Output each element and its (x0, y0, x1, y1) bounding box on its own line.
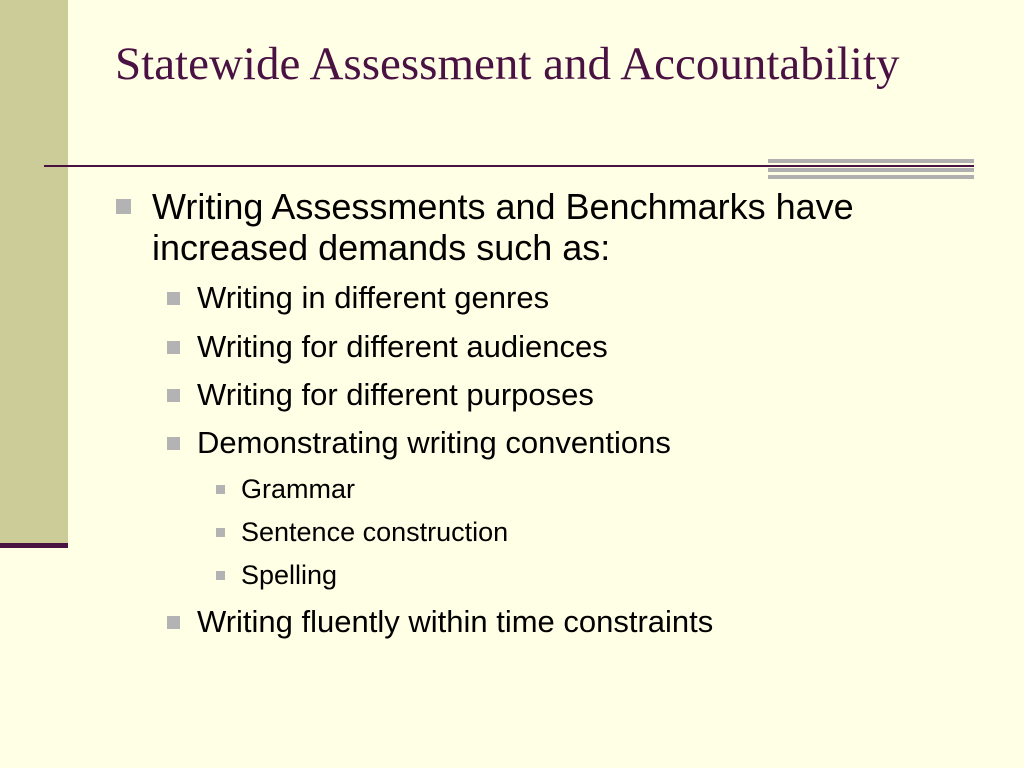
sub-sub-bullet-text: Spelling (241, 560, 338, 590)
square-bullet-icon (216, 528, 225, 537)
sub-bullet (197, 280, 549, 316)
slide-title: Statewide Assessment and Accountability (115, 38, 900, 90)
sub-bullet (197, 377, 594, 413)
sub-bullet (197, 425, 671, 461)
sub-bullet-text: Writing fluently within time constraints (197, 604, 714, 639)
square-bullet-icon (167, 292, 180, 305)
sub-sub-bullet (241, 474, 355, 505)
square-bullet-icon (216, 485, 225, 494)
sub-bullet-text: Writing for different purposes (197, 377, 594, 412)
square-bullet-icon (167, 389, 180, 402)
sub-bullet (197, 329, 608, 365)
square-bullet-icon (167, 616, 180, 629)
square-bullet-icon (216, 571, 225, 580)
sub-bullet-text: Demonstrating writing conventions (197, 425, 671, 460)
sub-bullet-text: Writing in different genres (197, 280, 550, 315)
square-bullet-icon (116, 199, 131, 214)
sub-bullet (197, 604, 713, 640)
bullet-text: Writing Assessments and Benchmarks have increased demands such as: (152, 186, 854, 268)
sub-sub-bullet (241, 560, 337, 591)
sub-sub-bullet-text: Sentence construction (241, 517, 509, 547)
sub-sub-bullet (241, 517, 508, 548)
square-bullet-icon (167, 437, 180, 450)
sub-sub-bullet-text: Grammar (241, 474, 355, 504)
square-bullet-icon (167, 341, 180, 354)
bullet-main (152, 186, 952, 268)
sub-bullet-text: Writing for different audiences (197, 329, 608, 364)
